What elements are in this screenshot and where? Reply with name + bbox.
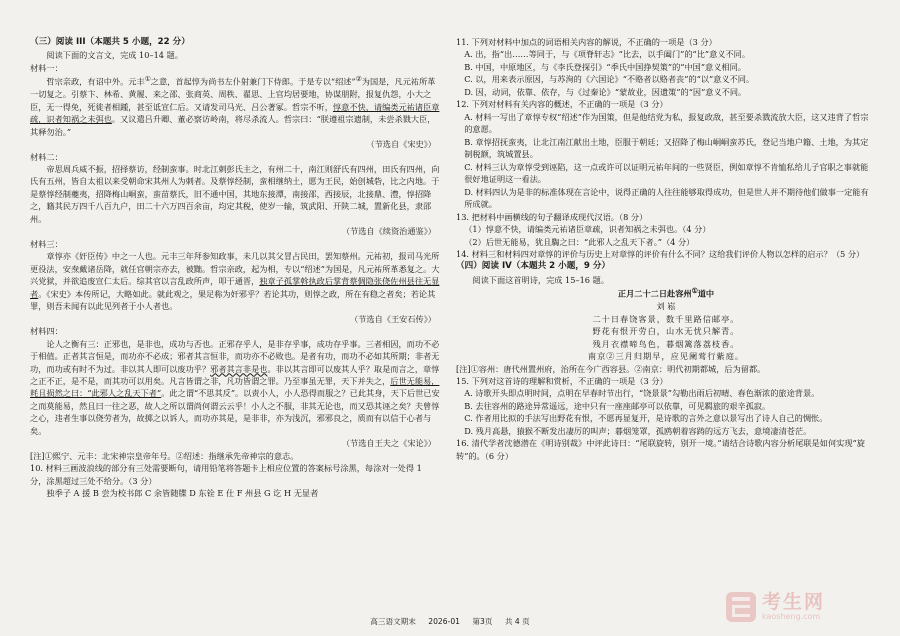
poem-line: 残月衣襟啼鸟色，暮烟篱落荔枝香。 bbox=[592, 338, 740, 349]
underlined-sentence-4: 后世无能易，耗且损然之曰：“此邪人之乱天下者” bbox=[30, 375, 440, 399]
material-3-text: 章惇亦《奸臣传》中之一人也。元丰三年拜参知政事，未几以其父冒占民田，罢知蔡州。元祐初，报司马光所更役法，安焘戴诸岳降，就任官朝宗亦去，被黜。哲宗亲政，起为相，专以“绍述”为国是，凡元祐所革悉复之。大兴党狱，并欲追废宣仁太后。综其官以言乱政所声，叩于通晋，独章子孤掌斡执政后掌背蔡倜隐张侥佐州县往无显者。《宋史》本传所记，大略如此。就此观之，果足称为奸邪乎？若论其功，则惇之政，所在有稳之者矣；若论其罪，则吾未闻有以此见列者于小人者也。 bbox=[30, 251, 440, 312]
footer-page-number: 第3页 bbox=[472, 617, 493, 626]
material-3-title: 材料三： bbox=[30, 238, 63, 249]
material-1-title: 材料一： bbox=[30, 62, 63, 73]
question-15: 15. 下列对这首诗的理解和赏析，不正确的一项是（3 分） bbox=[456, 375, 668, 386]
material-2-source: （节选自《续资治通鉴》） bbox=[341, 226, 436, 237]
wavy-underlined-text: 邪者其言非是也 bbox=[210, 363, 268, 374]
poem-line: 野花有恨开劳白，山水无忧只解青。 bbox=[592, 326, 740, 337]
question-16: 16. 清代学者沈德潜在《明诗别裁》中评此诗曰：“尾联旋转，别开一境。”请结合诗歌内容分析尾联是如何实现“旋转”的。（6 分） bbox=[456, 438, 865, 461]
watermark-logo-icon bbox=[726, 592, 756, 622]
question-11-option-a: A. 出，指“出……等同于，与《项脊轩志》“比去，以手阖门”的“比”意义不同。 bbox=[464, 49, 751, 60]
left-column bbox=[30, 36, 440, 500]
question-12-option-b: B. 章惇招抚蛮夷，让北江南江献出土地，臣服于朝廷；又招降了梅山峒峒蛮苏氏，登记当地户籍、土地，为其定制税额，筑城置县。 bbox=[464, 136, 869, 160]
poem-intro: 阅读下面这首明诗，完成 15–16 题。 bbox=[472, 274, 609, 285]
underlined-sentence-3: 独章子孤掌斡执政后掌背蔡倜隐张侥佐州县往无显者 bbox=[30, 276, 440, 299]
poem-title: 正月二十二日赴容州①道中 bbox=[617, 286, 715, 299]
question-12-option-a: A. 材料一写出了章惇专权“绍述”作为国策，但是他结党为私，报复政敌，甚至要杀戮流放大臣，这又违背了哲宗的意愿。 bbox=[464, 111, 869, 135]
material-2-title: 材料二： bbox=[30, 151, 63, 162]
question-10-sentence: 独季子 A 援 B 尝为校书郎 C 余皆随牒 D 东铨 E 仕 F 州县 G 讫 H 无显者 bbox=[46, 488, 319, 499]
question-15-option-d: D. 残月高悬，猿猴不断发出凄厉的叫声；暮烟笼罩，孤鸥朝着容踌的远方飞去，意境凄清苍茫。 bbox=[464, 425, 812, 436]
question-13-part-1: （1）惇意不快，请编类元祐诸臣章疏，识者知祸之未弭也。（4 分） bbox=[464, 224, 711, 235]
question-15-option-c: C. 作者用比拟的手法写出野花有恨，不愿再显复开，是诗歌的言外之意以景写出了诗人自己的惆怅。 bbox=[464, 413, 828, 424]
question-14: 14. 材料三和材料四对章惇的评价与历史上对章惇的评价有什么不同？这给我们评价人物以怎样的启示？（5 分） bbox=[456, 248, 865, 259]
right-column bbox=[456, 36, 876, 462]
annotation-note: [注]①熙宁、元丰：北宋神宗皇帝年号。②绍述：指继承先帝神宗的意志。 bbox=[30, 450, 299, 461]
watermark-domain: kaosheng.com bbox=[762, 611, 821, 621]
underlined-sentence-1: 惇意不快，请编类元祐诸臣章疏，识者知祸之未弭也 bbox=[30, 101, 440, 125]
material-1-source: （节选自《宋史》） bbox=[366, 139, 436, 150]
question-13-part-2: （2）后世无能易，犹且騊之曰：“此邪人之乱天下者。”（4 分） bbox=[464, 236, 695, 247]
question-15-option-a: A. 诗歌开头即点明时间，点明在早春时节出行，“饶景景”勾勒出雨后初晴、春色渐浓的旅途背景。 bbox=[464, 388, 820, 399]
material-4-source: （节选自王夫之《宋论》） bbox=[341, 438, 436, 449]
poem-line: 南京②三月归期早，应见阑莺行紫庭。 bbox=[587, 351, 745, 362]
section-title: （三）阅读 III（本题共 5 小题，22 分） bbox=[30, 37, 190, 47]
site-watermark bbox=[726, 585, 886, 629]
material-2-text: 帝思周兵威不振，招择蔡访，经制蛮事。时北江刺彭氏主之，有州二十，南江则舒氏有四州，田氏有四州，向氏有五州，皆自太祖以来受朝命宋其州人为刺者。及蔡惇经制，蛮相继纳土，愿为王民，始创城砦，比之内地。于是蔡惇经制夔夷，招降梅山峒蛮，蛮苗蔡氏，旧不通中国，其地东接潭，南接邵，西接辰，北接鼎、澧，惇招降之，籍其民万四千八百九户，田二十六万四百余亩，均定其税，使岁一输，筑武阳、开陕二城，置新化县，隶邵州。 bbox=[30, 164, 440, 224]
question-11: 11. 下列对材料中加点的词语相关内容的解说，不正确的一项是（3 分） bbox=[456, 37, 717, 47]
question-11-option-b: B. 中国，中原地区，与《李氏登探引》“季氏中国挣契策”的“中国”意义相同。 bbox=[464, 61, 746, 72]
material-4-text: 论人之衡有三：正邪也，是非也，成功与否也。正邪存乎人，是非存乎事，成功存乎事。三者相因，而功不必于相值。正者其言恒是，而功亦不必成；邪者其言恒非，而功亦不必败也。是者有功，而功不必如其所期；非者无功，而功或有时不为过。非以其人即可以废功乎？邪者其言非是也。非以其言即可以废其人乎？取是而言之，章惇之正不正，是不是，而其功可以用矣。凡言皆谓之非，凡功皆谓之罪。乃至事虽无罪，天下并失之，后世无能易，耗且损然之曰：“此邪人之乱天下者”。此之谓“不思其反”。以责小人，小人恐得而服之？已此其身，天下后世已安之而莫能易，然且曰一往之恶，故人之所以谓尚何谓云云乎！小人之不服，非其无论也，而又恐其诬之矣？夫曾惇之心，违者生事以侥劳者为，故掷之以诉人，而功亦其是，是非非，亦为浅沉，邪邪良之，质而有以信于心者与矣。 bbox=[30, 338, 440, 436]
material-1-text: 哲宗亲政，有诏中外。元丰①之意，首起惇为尚书左仆射兼门下侍郎。于是专以“绍述”②为国是，凡元祐所革一切复之。引蔡卞、林希、黄履、来之邵、张商英、周秩、翟思、上官均居要地，协谋朋附，报复仇怨，小大之臣，无一得免，死徙者相踵，甚至诋宣仁后。又请发司马光、吕公著冢。哲宗不听，惇意不快，请编类元祐诸臣章疏，识者知祸之未弭也。又议遣吕升卿、董必察访岭南，将尽杀流人。哲宗曰：“朕遵祖宗遗制，未尝杀戮大臣，其释勿治。” bbox=[30, 75, 440, 137]
poem-author: 刘 崧 bbox=[656, 301, 676, 312]
footer-total-pages: 共 4 页 bbox=[504, 617, 530, 626]
poem-line: 二十日春饶客景，数千里路信邮亭。 bbox=[592, 313, 740, 324]
question-11-option-d: D. 因，动词，依靠、依存，与《过秦论》“蒙故业，因遗策”的“因”意义不同。 bbox=[464, 86, 747, 97]
poem-note: [注]①容州：唐代州置州府，治所在今广西容县。②南京：明代初期都城，后为留都。 bbox=[456, 363, 766, 374]
question-12-option-d: D. 材料四认为是非的标准体现在言论中，说得正确的人往往能够取得成功，但是世人并不期待他们做事一定能有所成就。 bbox=[464, 186, 869, 210]
question-10: 10. 材料三画波浪线的部分有三处需要断句，请用铅笔将答题卡上相应位置的答案标号涂黑，每涂对一处得 1 分，涂黑超过三处不给分。（3 分） bbox=[30, 463, 422, 486]
material-4-title: 材料四： bbox=[30, 326, 63, 337]
material-3-source: （节选自《王安石传》） bbox=[350, 313, 436, 324]
watermark-brand: 考生网 bbox=[762, 590, 826, 613]
reading-intro: 阅读下面的文言文，完成 10–14 题。 bbox=[46, 50, 183, 61]
footer-date: 2026-01 bbox=[428, 617, 460, 626]
question-12: 12. 下列对材料有关内容的概述，不正确的一项是（3 分） bbox=[456, 99, 668, 110]
question-11-option-c: C. 以，用来表示原因，与苏洵的《六国论》“不赂者以赂者丧”的“以”意义不同。 bbox=[464, 74, 755, 85]
question-12-option-c: C. 材料三认为章惇受到诬陷，这一点或许可以证明元祐年间的一些贤臣，例如章惇不肯恤私给儿子官职之事就能很好地证明这一看法。 bbox=[464, 161, 869, 185]
question-13: 13. 把材料中画横线的句子翻译成现代汉语。（8 分） bbox=[456, 211, 648, 222]
section-4-title: （四）阅读 IV（本题共 2 小题，9 分） bbox=[456, 261, 611, 272]
question-15-option-b: B. 去往容州的路途异常遥远，途中只有一座座邮亭可以依靠，可见羁旅的艰辛孤寂。 bbox=[464, 400, 771, 411]
footer-exam-name: 高三语文期末 bbox=[370, 617, 416, 626]
